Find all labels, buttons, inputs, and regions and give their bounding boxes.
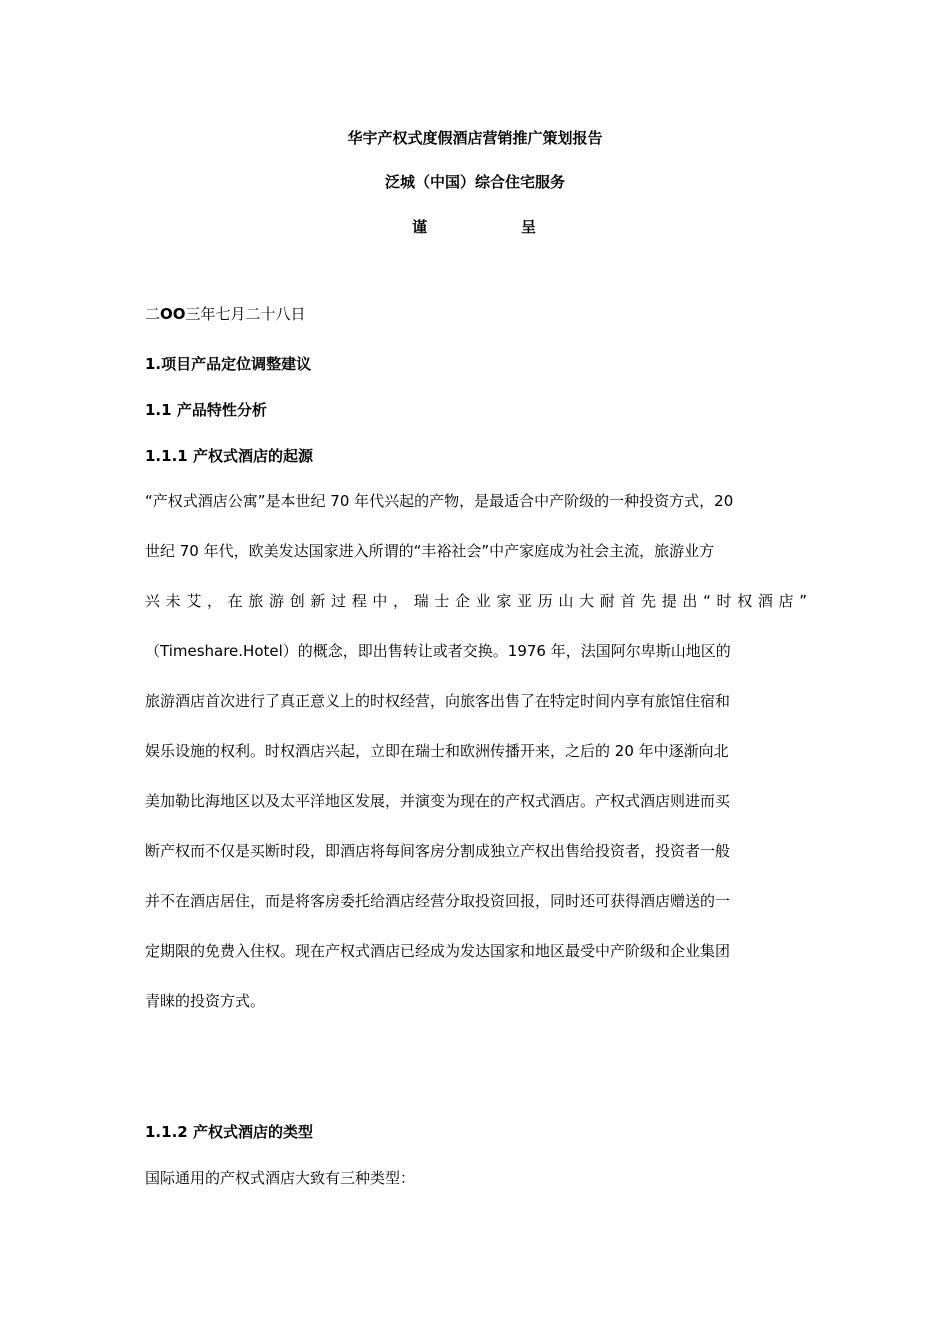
heading-title: 产权式酒店的起源	[192, 447, 313, 465]
heading-section-1	[145, 354, 311, 374]
paragraph-line: 娱乐设施的权利。时权酒店兴起，立即在瑞士和欧洲传播开来，之后的 20 年中逐渐向北	[145, 742, 729, 760]
heading-number: 1.	[145, 355, 162, 373]
heading-number: 1.1	[145, 401, 172, 419]
date-oo: OO	[160, 305, 186, 323]
paragraph-line: （Timeshare.Hotel）的概念，即出售转让或者交换。1976 年，法国阿尔卑斯山地区的	[145, 642, 731, 660]
heading-section-1-1-1	[145, 446, 313, 466]
company-name: 泛城（中国）综合住宅服务	[384, 173, 565, 191]
heading-title: 产品特性分析	[176, 401, 267, 419]
sign-right-char: 呈	[521, 218, 537, 236]
paragraph-line: 兴未艾，在旅游创新过程中，瑞士企业家亚历山大耐首先提出“时权酒店”	[145, 592, 807, 610]
heading-section-1-1	[145, 400, 267, 420]
paragraph-line: 美加勒比海地区以及太平洋地区发展，并演变为现在的产权式酒店。产权式酒店则进而买	[145, 792, 731, 810]
date-prefix: 二	[145, 305, 161, 323]
heading-number: 1.1.1	[145, 447, 188, 465]
paragraph-origin	[145, 491, 807, 1041]
paragraph-line: 断产权而不仅是买断时段，即酒店将每间客房分割成独立产权出售给投资者，投资者一般	[145, 842, 731, 860]
paragraph-line: 世纪 70 年代，欧美发达国家进入所谓的“丰裕社会”中产家庭成为社会主流，旅游业方	[145, 542, 715, 560]
report-title: 华宇产权式度假酒店营销推广策划报告	[347, 129, 603, 147]
paragraph-line: 旅游酒店首次进行了真正意义上的时权经营，向旅客出售了在特定时间内享有旅馆住宿和	[145, 692, 731, 710]
sign-left-char: 谨	[412, 218, 428, 236]
paragraph-line: 定期限的免费入住权。现在产权式酒店已经成为发达国家和地区最受中产阶级和企业集团	[145, 942, 731, 960]
paragraph-line: 青睐的投资方式。	[145, 992, 266, 1010]
paragraph-line: 并不在酒店居住，而是将客房委托给酒店经营分取投资回报，同时还可获得酒店赠送的一	[145, 892, 731, 910]
respectfully-submitted	[0, 216, 950, 236]
heading-title: 项目产品定位调整建议	[161, 355, 312, 373]
report-date	[145, 304, 306, 324]
paragraph-types-intro: 国际通用的产权式酒店大致有三种类型：	[145, 1169, 416, 1187]
date-suffix: 三年七月二十八日	[185, 305, 306, 323]
heading-title: 产权式酒店的类型	[192, 1123, 313, 1141]
heading-number: 1.1.2	[145, 1123, 188, 1141]
paragraph-line: “产权式酒店公寓”是本世纪 70 年代兴起的产物，是最适合中产阶级的一种投资方式，20	[145, 492, 734, 510]
heading-section-1-1-2	[145, 1122, 313, 1142]
